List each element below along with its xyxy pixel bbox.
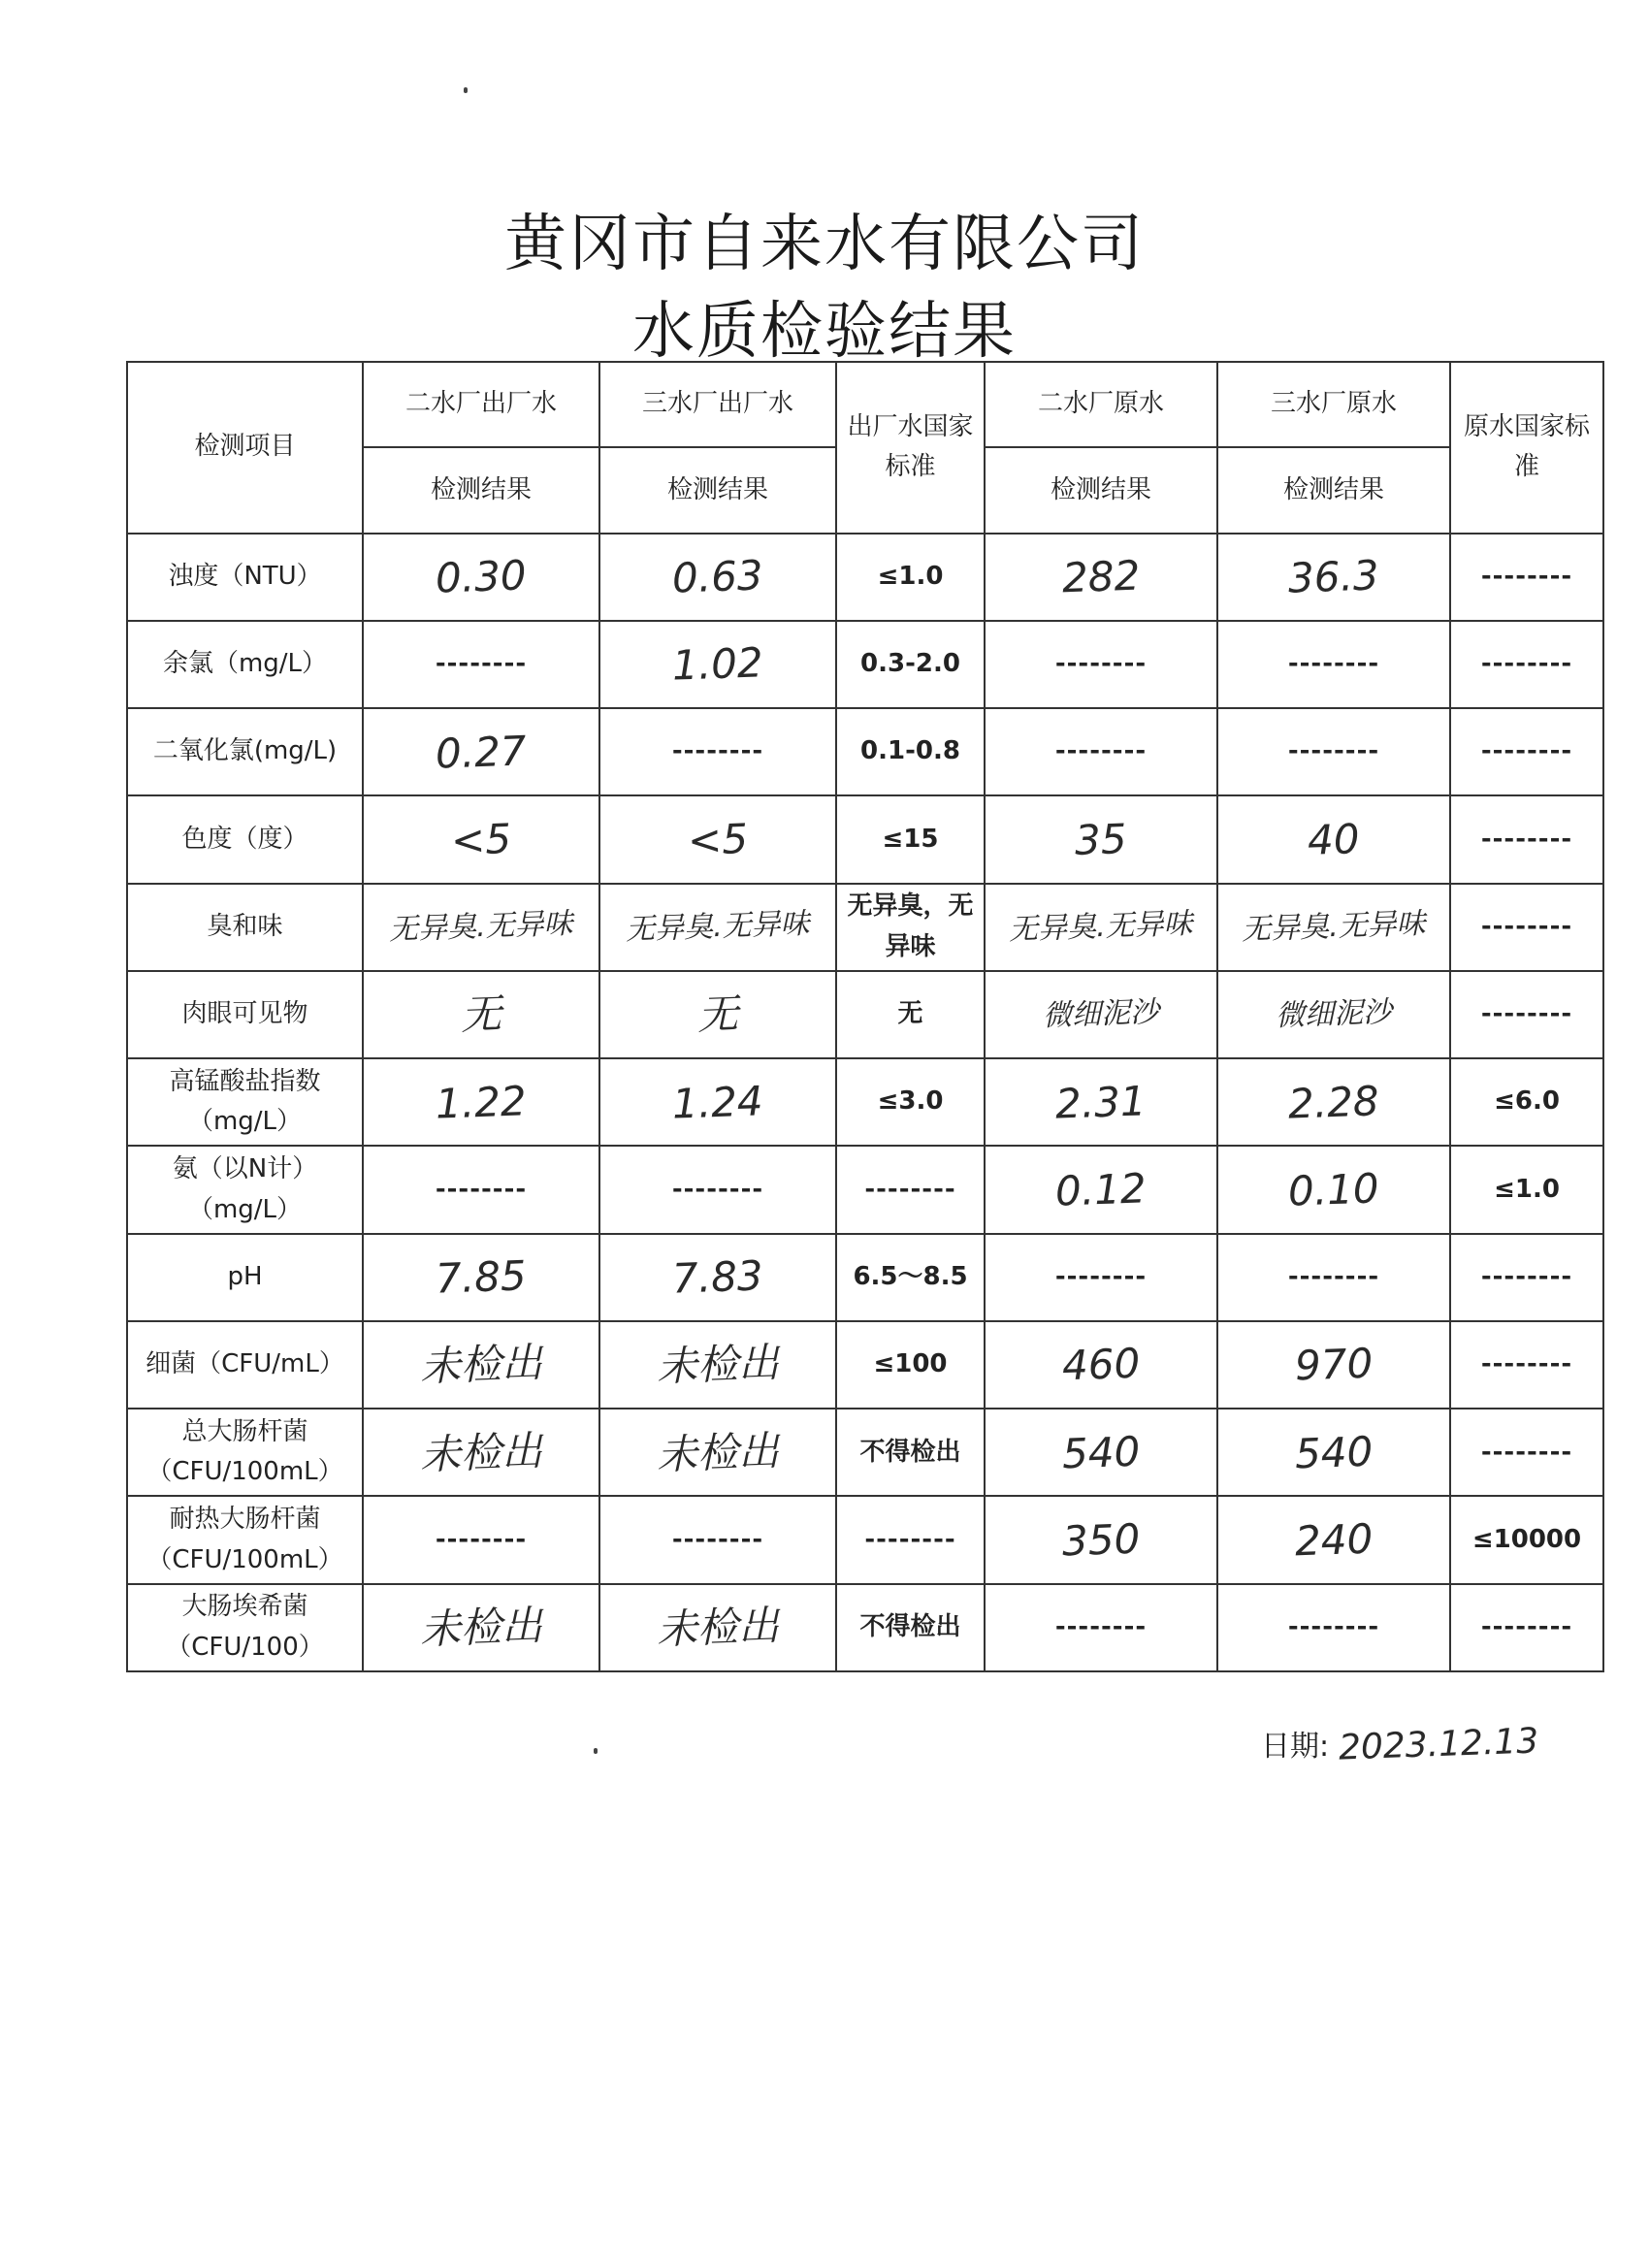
standard-cell: 0.3-2.0 xyxy=(836,621,985,708)
row-item-label: 细菌（CFU/mL） xyxy=(127,1321,363,1409)
date-label: 日期: xyxy=(1261,1730,1330,1764)
result-cell xyxy=(363,884,599,971)
row-item-label: pH xyxy=(127,1234,363,1321)
row-item-label: 臭和味 xyxy=(127,884,363,971)
result-cell xyxy=(599,1409,836,1496)
standard-cell: -------- xyxy=(1450,884,1603,971)
result-cell xyxy=(599,884,836,971)
result-cell xyxy=(363,708,599,795)
result-cell xyxy=(599,1321,836,1409)
col-plant3-raw: 三水厂原水 xyxy=(1217,362,1450,447)
handwritten-value: 2.28 xyxy=(1287,1077,1380,1128)
row-item-label: 大肠埃希菌（CFU/100） xyxy=(127,1584,363,1671)
handwritten-value: 未检出 xyxy=(656,1426,780,1478)
result-cell xyxy=(599,1584,836,1671)
result-cell xyxy=(599,621,836,708)
table-row xyxy=(127,1058,1603,1146)
result-cell xyxy=(599,534,836,621)
result-cell xyxy=(985,1409,1217,1496)
standard-cell: 不得检出 xyxy=(836,1409,985,1496)
empty-cell: -------- xyxy=(363,1146,599,1233)
empty-cell: -------- xyxy=(985,621,1217,708)
result-cell xyxy=(1217,1409,1450,1496)
handwritten-value: 460 xyxy=(1061,1340,1141,1390)
standard-cell: 0.1-0.8 xyxy=(836,708,985,795)
result-cell xyxy=(363,1584,599,1671)
standard-cell: ≤1.0 xyxy=(1450,1146,1603,1233)
handwritten-value: 350 xyxy=(1061,1514,1141,1566)
result-cell xyxy=(985,1146,1217,1233)
table-row xyxy=(127,1234,1603,1321)
handwritten-value: 无异臭.无异味 xyxy=(625,906,811,948)
handwritten-value: 0.63 xyxy=(671,551,764,602)
handwritten-value: 1.24 xyxy=(671,1077,764,1128)
handwritten-value: 40 xyxy=(1307,814,1361,864)
result-cell xyxy=(599,1234,836,1321)
handwritten-value: 540 xyxy=(1294,1427,1374,1478)
handwritten-value: 未检出 xyxy=(419,1426,543,1478)
table-row xyxy=(127,1321,1603,1409)
handwritten-value: 无异臭.无异味 xyxy=(1008,906,1194,948)
result-cell xyxy=(599,795,836,883)
result-cell xyxy=(1217,1321,1450,1409)
col-raw-standard: 原水国家标准 xyxy=(1450,362,1603,534)
result-cell xyxy=(363,795,599,883)
standard-cell: 6.5～8.5 xyxy=(836,1234,985,1321)
result-cell xyxy=(1217,534,1450,621)
result-label: 检测结果 xyxy=(363,447,599,533)
empty-cell: -------- xyxy=(1217,708,1450,795)
handwritten-value: 未检出 xyxy=(656,1339,780,1391)
row-item-label: 耐热大肠杆菌（CFU/100mL） xyxy=(127,1496,363,1583)
result-cell xyxy=(985,534,1217,621)
col-plant3-out: 三水厂出厂水 xyxy=(599,362,836,447)
result-cell xyxy=(1217,1058,1450,1146)
standard-cell: -------- xyxy=(1450,621,1603,708)
handwritten-value: 1.22 xyxy=(435,1077,528,1128)
row-item-label: 余氯（mg/L） xyxy=(127,621,363,708)
handwritten-value: 7.83 xyxy=(671,1251,764,1303)
table-row xyxy=(127,884,1603,971)
handwritten-value: 35 xyxy=(1074,814,1128,864)
result-cell xyxy=(363,1234,599,1321)
result-cell xyxy=(1217,971,1450,1058)
empty-cell: -------- xyxy=(985,1234,1217,1321)
handwritten-value: 无 xyxy=(460,989,502,1040)
report-subtitle: 水质检验结果 xyxy=(632,296,1017,368)
result-cell xyxy=(985,1058,1217,1146)
standard-cell: -------- xyxy=(1450,1234,1603,1321)
result-cell xyxy=(1217,884,1450,971)
empty-cell: -------- xyxy=(599,1146,836,1233)
handwritten-value: 微细泥沙 xyxy=(1042,994,1160,1034)
standard-cell: ≤100 xyxy=(836,1321,985,1409)
empty-cell: -------- xyxy=(363,621,599,708)
scan-speck xyxy=(594,1748,598,1754)
table-row xyxy=(127,534,1603,621)
standard-cell: 无异臭，无异味 xyxy=(836,884,985,971)
standard-cell: -------- xyxy=(836,1496,985,1583)
handwritten-value: 未检出 xyxy=(419,1602,543,1654)
standard-cell: ≤6.0 xyxy=(1450,1058,1603,1146)
handwritten-value: 0.10 xyxy=(1287,1164,1380,1215)
handwritten-value: 无异臭.无异味 xyxy=(1241,906,1427,948)
empty-cell: -------- xyxy=(599,1496,836,1583)
result-cell xyxy=(985,1321,1217,1409)
handwritten-value: 240 xyxy=(1294,1514,1374,1566)
company-title: 黄冈市自来水有限公司 xyxy=(504,209,1145,280)
standard-cell: -------- xyxy=(1450,795,1603,883)
standard-cell: ≤1.0 xyxy=(836,534,985,621)
standard-cell: -------- xyxy=(836,1146,985,1233)
handwritten-value: 282 xyxy=(1061,551,1141,602)
result-cell xyxy=(1217,1496,1450,1583)
result-cell xyxy=(363,1409,599,1496)
handwritten-value: 36.3 xyxy=(1287,551,1380,602)
scan-speck xyxy=(464,87,468,93)
table-body xyxy=(127,534,1603,1671)
col-plant2-out: 二水厂出厂水 xyxy=(363,362,599,447)
standard-cell: -------- xyxy=(1450,1321,1603,1409)
result-cell xyxy=(599,971,836,1058)
table-row xyxy=(127,795,1603,883)
result-cell xyxy=(985,884,1217,971)
col-out-standard: 出厂水国家标准 xyxy=(836,362,985,534)
empty-cell: -------- xyxy=(1217,621,1450,708)
date-value: 2023.12.13 xyxy=(1338,1721,1539,1768)
table-row xyxy=(127,708,1603,795)
standard-cell: 不得检出 xyxy=(836,1584,985,1671)
handwritten-value: 0.12 xyxy=(1054,1164,1148,1215)
standard-cell: ≤3.0 xyxy=(836,1058,985,1146)
standard-cell: -------- xyxy=(1450,971,1603,1058)
handwritten-value: 0.30 xyxy=(435,551,528,602)
handwritten-value: 未检出 xyxy=(656,1602,780,1654)
result-label: 检测结果 xyxy=(985,447,1217,533)
standard-cell: -------- xyxy=(1450,534,1603,621)
table-row xyxy=(127,1584,1603,1671)
empty-cell: -------- xyxy=(985,708,1217,795)
table-row xyxy=(127,621,1603,708)
row-item-label: 色度（度） xyxy=(127,795,363,883)
row-item-label: 氨（以N计）（mg/L） xyxy=(127,1146,363,1233)
standard-cell: 无 xyxy=(836,971,985,1058)
empty-cell: -------- xyxy=(1217,1584,1450,1671)
result-cell xyxy=(1217,1146,1450,1233)
handwritten-value: 7.85 xyxy=(435,1251,528,1303)
result-cell xyxy=(363,534,599,621)
handwritten-value: 0.27 xyxy=(435,726,528,778)
standard-cell: -------- xyxy=(1450,1584,1603,1671)
report-date xyxy=(1261,1721,1539,1768)
handwritten-value: <5 xyxy=(687,814,749,864)
water-quality-table xyxy=(126,361,1604,1672)
row-item-label: 肉眼可见物 xyxy=(127,971,363,1058)
standard-cell: ≤10000 xyxy=(1450,1496,1603,1583)
handwritten-value: 2.31 xyxy=(1054,1077,1148,1128)
handwritten-value: 1.02 xyxy=(671,638,764,690)
result-cell xyxy=(985,1496,1217,1583)
standard-cell: -------- xyxy=(1450,708,1603,795)
col-plant2-raw: 二水厂原水 xyxy=(985,362,1217,447)
empty-cell: -------- xyxy=(985,1584,1217,1671)
handwritten-value: 540 xyxy=(1061,1427,1141,1478)
result-cell xyxy=(1217,795,1450,883)
handwritten-value: 970 xyxy=(1294,1340,1374,1390)
handwritten-value: 无异臭.无异味 xyxy=(388,906,574,948)
table-row xyxy=(127,1146,1603,1233)
table-row xyxy=(127,1496,1603,1583)
handwritten-value: <5 xyxy=(450,814,512,864)
standard-cell: ≤15 xyxy=(836,795,985,883)
result-cell xyxy=(985,971,1217,1058)
result-label: 检测结果 xyxy=(1217,447,1450,533)
empty-cell: -------- xyxy=(1217,1234,1450,1321)
handwritten-value: 无 xyxy=(696,989,739,1040)
handwritten-value: 未检出 xyxy=(419,1339,543,1391)
row-item-label: 浊度（NTU） xyxy=(127,534,363,621)
handwritten-value: 微细泥沙 xyxy=(1275,994,1393,1034)
result-cell xyxy=(363,971,599,1058)
result-label: 检测结果 xyxy=(599,447,836,533)
result-cell xyxy=(363,1058,599,1146)
row-item-label: 二氧化氯(mg/L) xyxy=(127,708,363,795)
result-cell xyxy=(363,1321,599,1409)
standard-cell: -------- xyxy=(1450,1409,1603,1496)
result-cell xyxy=(599,1058,836,1146)
row-item-label: 总大肠杆菌（CFU/100mL） xyxy=(127,1409,363,1496)
row-item-label: 高锰酸盐指数（mg/L） xyxy=(127,1058,363,1146)
item-header: 检测项目 xyxy=(127,362,363,534)
empty-cell: -------- xyxy=(599,708,836,795)
table-row xyxy=(127,971,1603,1058)
table-row xyxy=(127,1409,1603,1496)
empty-cell: -------- xyxy=(363,1496,599,1583)
result-cell xyxy=(985,795,1217,883)
